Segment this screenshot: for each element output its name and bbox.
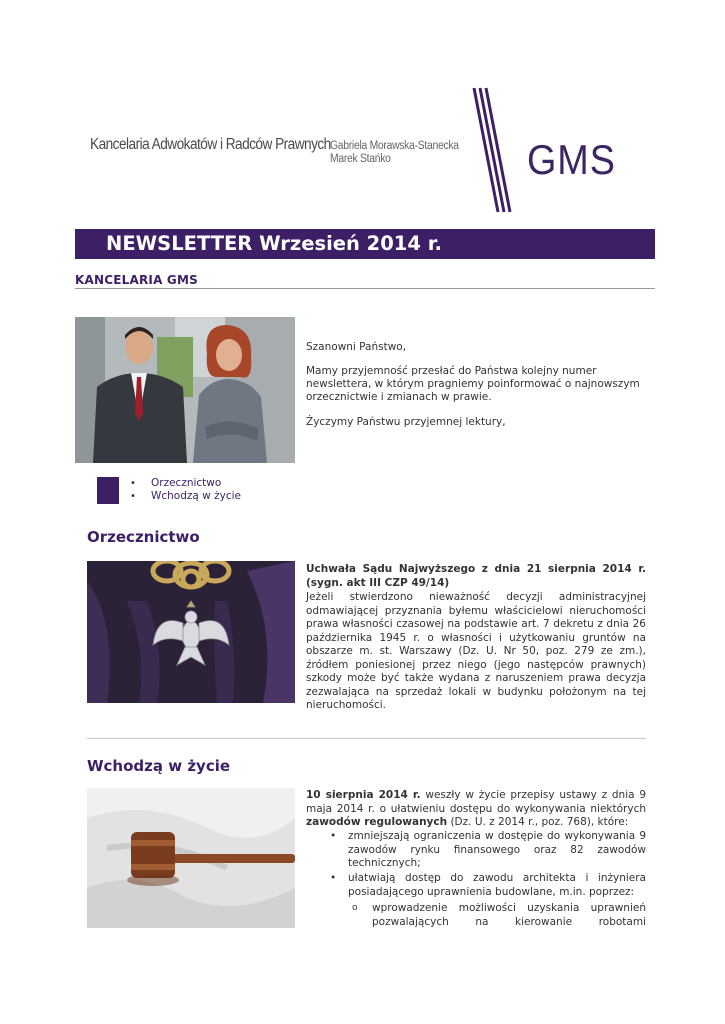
wchodza-date: 10 sierpnia 2014 r. — [306, 789, 421, 801]
partner-name: Marek Stańko — [330, 153, 391, 165]
list-item — [330, 830, 646, 871]
toc-item-orzecznictwo[interactable]: • Orzecznictwo — [130, 477, 241, 490]
wchodza-intro-text-end: (Dz. U. z 2014 r., poz. 768), które: — [447, 816, 629, 828]
toc-item-wchodza[interactable]: • Wchodzą w życie — [130, 490, 241, 503]
toc-marker — [97, 477, 119, 504]
gavel-photo — [87, 788, 295, 928]
list-item — [330, 872, 646, 899]
section-heading-wchodza: Wchodzą w życie — [87, 757, 231, 775]
newsletter-title: NEWSLETTER Wrzesień 2014 r. — [106, 232, 442, 255]
list-item-text: • zmniejszają ograniczenia w dostępie do wykonywania 9 zawodów rynku finansowego oraz 82 zawodów technicznych; — [330, 830, 646, 871]
firm-name: Kancelaria Adwokatów i Radców Prawnych — [90, 136, 331, 153]
wchodza-intro — [306, 789, 646, 830]
intro-body: Mamy przyjemność przesłać do Państwa kolejny numer newslettera, w którym pragniemy poinformować o najnowszym orzecznictwie i zmianach w prawie. — [306, 365, 640, 403]
intro-closing: Życzymy Państwu przyjemnej lektury, — [306, 416, 506, 428]
logo-lines-icon — [470, 86, 514, 214]
list-item-text: • ułatwiają dostęp do zawodu architekta i inżyniera posiadającego uprawnienia budowlane, m.in. poprzez: — [330, 872, 646, 899]
table-of-contents — [130, 477, 241, 503]
wchodza-intro-emphasis: zawodów regulowanych — [306, 816, 448, 828]
ruling-body: Jeżeli stwierdzono nieważność decyzji administracyjnej odmawiającej przyznania byłemu właścicielowi nieruchomości prawa własności czasowej na podstawie art. 7 dekretu z dnia 26 października 1945 r. o własności i użytkowaniu gruntów na obszarze m. st. Warszawy (Dz. U. Nr 50, poz. 279 ze zm.), źródłem poniesionej przez niego (jego następców prawnych) szkody może być także wydana z naruszeniem prawa decyzja zezwalająca na sprzedaż lokali w budynku położonym na tej nieruchomości. — [306, 591, 646, 711]
section-divider — [75, 288, 655, 289]
wchodza-intro-text: weszły w życie przepisy ustawy z dnia 9 maja 2014 r. o ułatwieniu dostępu do wykonywania niektórych — [306, 789, 647, 815]
ruling-title: Uchwała Sądu Najwyższego z dnia 21 sierpnia 2014 r. (sygn. akt III CZP 49/14) — [306, 563, 646, 589]
sub-list-item: o wprowadzenie możliwości uzyskania uprawnień pozwalających na kierowanie robotami — [372, 902, 646, 929]
intro-greeting: Szanowni Państwo, — [306, 341, 407, 353]
court-chain-photo — [87, 561, 295, 703]
section-divider — [87, 738, 646, 739]
section-heading-orzecznictwo: Orzecznictwo — [87, 528, 200, 546]
gms-logo: GMS — [527, 136, 616, 183]
partner-name: Gabriela Morawska-Stanecka — [330, 140, 459, 152]
section-label: KANCELARIA GMS — [75, 273, 198, 287]
newsletter-banner — [75, 229, 655, 259]
partners-photo — [75, 317, 295, 463]
